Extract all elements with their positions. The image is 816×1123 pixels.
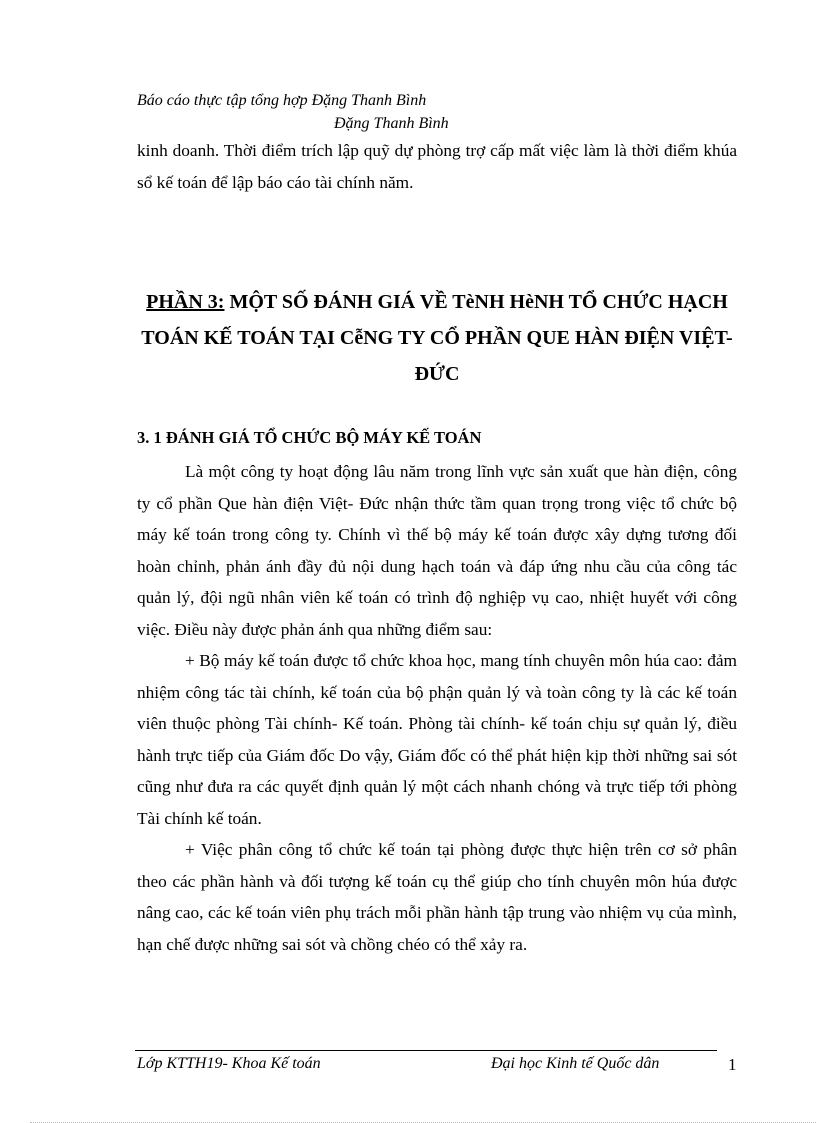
footer-university-label: Đại học Kinh tế Quốc dân [491,1055,660,1072]
footer-class-label: Lớp KTTH19- Khoa Kế toán [137,1055,321,1072]
intro-paragraph: kinh doanh. Thời điểm trích lập quỹ dự phòng trợ cấp mất việc làm là thời điểm khúa sổ kế toán để lập báo cáo tài chính năm. [137,141,737,192]
part-heading-label: PHẦN 3: [146,291,225,313]
section-paragraph: Là một công ty hoạt động lâu năm trong lĩnh vực sản xuất que hàn điện, công ty cổ phần Que hàn điện Việt- Đức nhận thức tầm quan trọng trong việc tổ chức bộ máy kế toán trong công ty. Chính vì thế bộ máy kế toán được xây dựng tương đối hoàn chỉnh, phản ánh đầy đủ nội dung hạch toán và đáp ứng nhu cầu của công tác quản lý, đội ngũ nhân viên kế toán có trình độ nghiệp vụ cao, nhiệt huyết với công việc. Điều này được phản ánh qua những điểm sau: [137,462,737,639]
section-heading: 3. 1 ĐÁNH GIÁ TỔ CHỨC BỘ MÁY KẾ TOÁN [137,428,482,447]
footer-divider [135,1050,717,1051]
part-heading [137,284,737,392]
running-header-title: Báo cáo thực tập tổng hợp Đặng Thanh Bình [137,92,427,109]
part-heading-text: MỘT SỐ ĐÁNH GIÁ VỀ TèNH HèNH TỔ CHỨC HẠCH TOÁN KẾ TOÁN TẠI CễNG TY CỔ PHẦN QUE HÀN ĐIỆN VIỆT- ĐỨC [141,291,733,385]
section-paragraph: + Việc phân công tổ chức kế toán tại phòng được thực hiện trên cơ sở phân theo các phần hành và đối tượng kế toán cụ thể giúp cho tính chuyên môn húa được nâng cao, các kế toán viên phụ trách mỗi phần hành tập trung vào nhiệm vụ của mình, hạn chế được những sai sót và chồng chéo có thể xảy ra. [137,840,737,954]
section-paragraph: + Bộ máy kế toán được tổ chức khoa học, mang tính chuyên môn húa cao: đảm nhiệm công tác tài chính, kế toán của bộ phận quản lý và toàn công ty là các kế toán viên thuộc phòng Tài chính- Kế toán. Phòng tài chính- kế toán chịu sự quản lý, điều hành trực tiếp của Giám đốc Do vậy, Giám đốc có thể phát hiện kịp thời những sai sót cũng như đưa ra các quyết định quản lý một cách nhanh chóng và trực tiếp tới phòng Tài chính kế toán. [137,651,737,828]
section-body [137,456,737,960]
page-number: 1 [728,1055,737,1074]
running-header-author: Đặng Thanh Bình [334,115,449,132]
